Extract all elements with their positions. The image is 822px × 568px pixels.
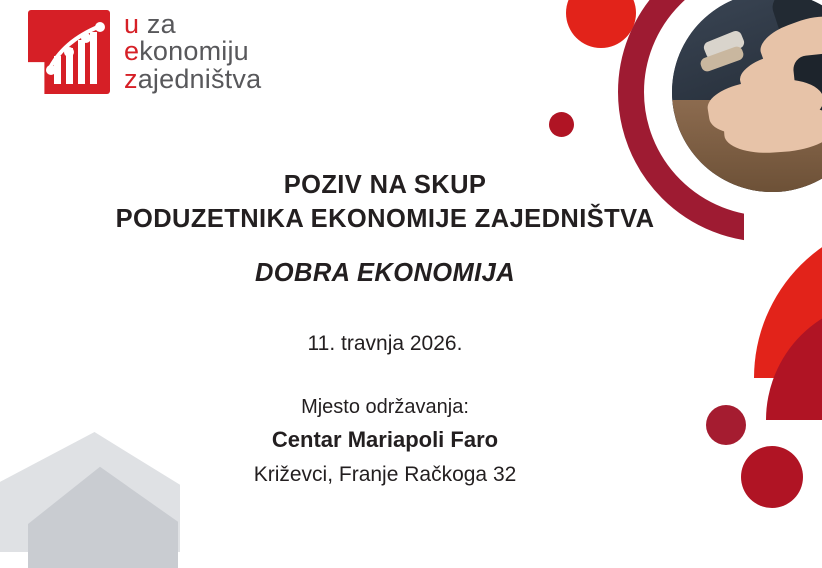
- poster-content: [0, 168, 770, 487]
- logo-line-1: u za: [124, 8, 176, 39]
- red-dot-large: [566, 0, 636, 48]
- dark-red-quarter-circle-shape: [766, 300, 822, 420]
- poster-title-line-2: PODUZETNIKA EKONOMIJE ZAJEDNIŠTVA: [115, 205, 655, 234]
- poster-title-line-1: POZIV NA SKUP: [283, 171, 487, 199]
- venue-name: Centar Mariapoli Faro: [271, 426, 499, 452]
- bar-chart-logo-icon: [28, 10, 110, 94]
- poster-date: 11. travnja 2026.: [307, 331, 463, 355]
- logo-line-2: ekonomiju: [124, 36, 249, 67]
- venue-label: Mjesto održavanja:: [301, 395, 469, 418]
- stacked-hands-photo: [672, 0, 822, 192]
- logo-wordmark: [124, 8, 262, 94]
- logo-line-3: zajedništva: [124, 63, 262, 94]
- red-dot-small: [549, 112, 574, 137]
- poster-subtitle: DOBRA EKONOMIJA: [254, 258, 516, 287]
- organization-logo: [28, 10, 261, 94]
- venue-address: Križevci, Franje Račkoga 32: [253, 462, 517, 486]
